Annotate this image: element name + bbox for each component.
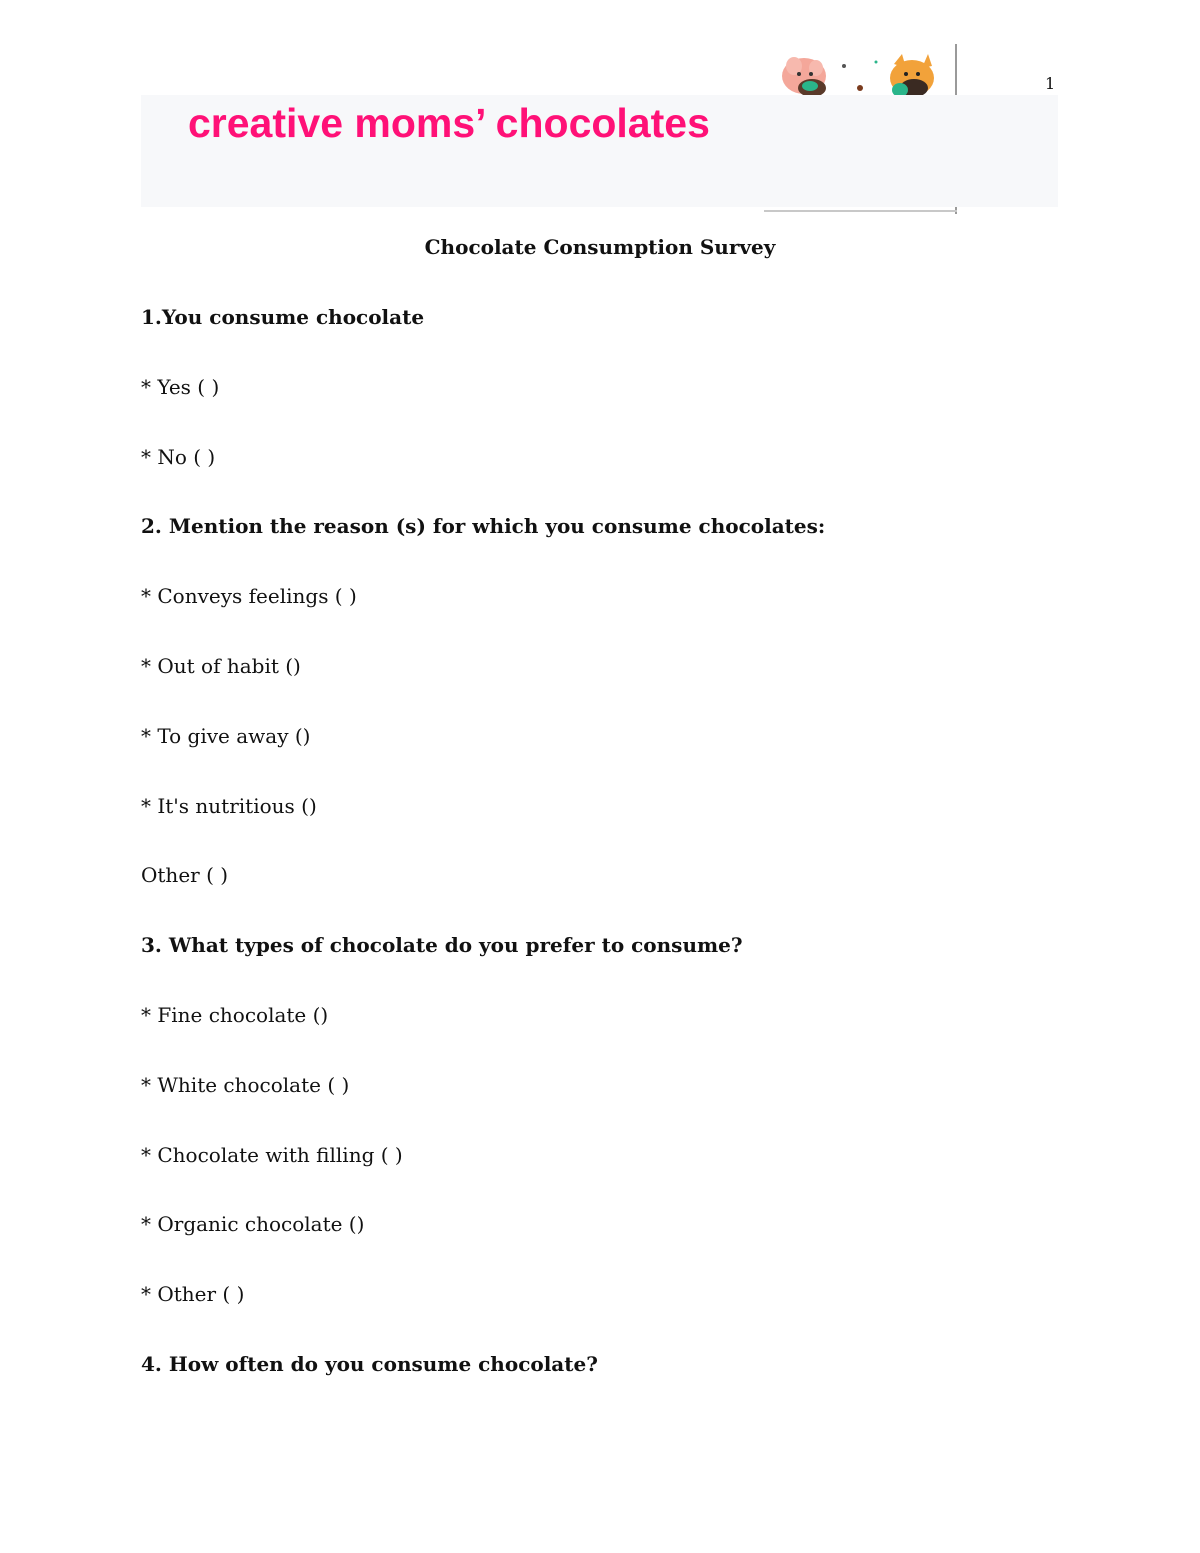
survey-option[interactable]: * White chocolate ( ) (141, 1072, 350, 1097)
survey-option[interactable]: * No ( ) (141, 444, 216, 469)
document-title: Chocolate Consumption Survey (424, 235, 776, 259)
survey-option[interactable]: * Organic chocolate () (141, 1212, 365, 1237)
survey-question: 3. What types of chocolate do you prefer to consume? (141, 933, 743, 958)
survey-question: 1.You consume chocolate (141, 305, 425, 329)
survey-option[interactable]: * Out of habit () (141, 654, 301, 678)
survey-question: 4. How often do you consume chocolate? (141, 1352, 598, 1376)
survey-question: 2. Mention the reason (s) for which you consume chocolates: (141, 514, 826, 539)
survey-option[interactable]: * To give away () (141, 723, 311, 748)
brand-title: creative moms’ chocolates (188, 100, 710, 146)
survey-option[interactable]: Other ( ) (141, 863, 229, 888)
survey-option[interactable]: * It's nutritious () (141, 793, 317, 818)
logo-frame-bottom (764, 210, 957, 212)
survey-option[interactable]: * Yes ( ) (141, 374, 220, 399)
page-number: 1 (1045, 74, 1056, 93)
survey-option[interactable]: * Other ( ) (141, 1282, 245, 1307)
survey-option[interactable]: * Fine chocolate () (141, 1003, 329, 1027)
survey-option[interactable]: * Chocolate with filling ( ) (141, 1142, 403, 1167)
survey-option[interactable]: * Conveys feelings ( ) (141, 584, 357, 609)
